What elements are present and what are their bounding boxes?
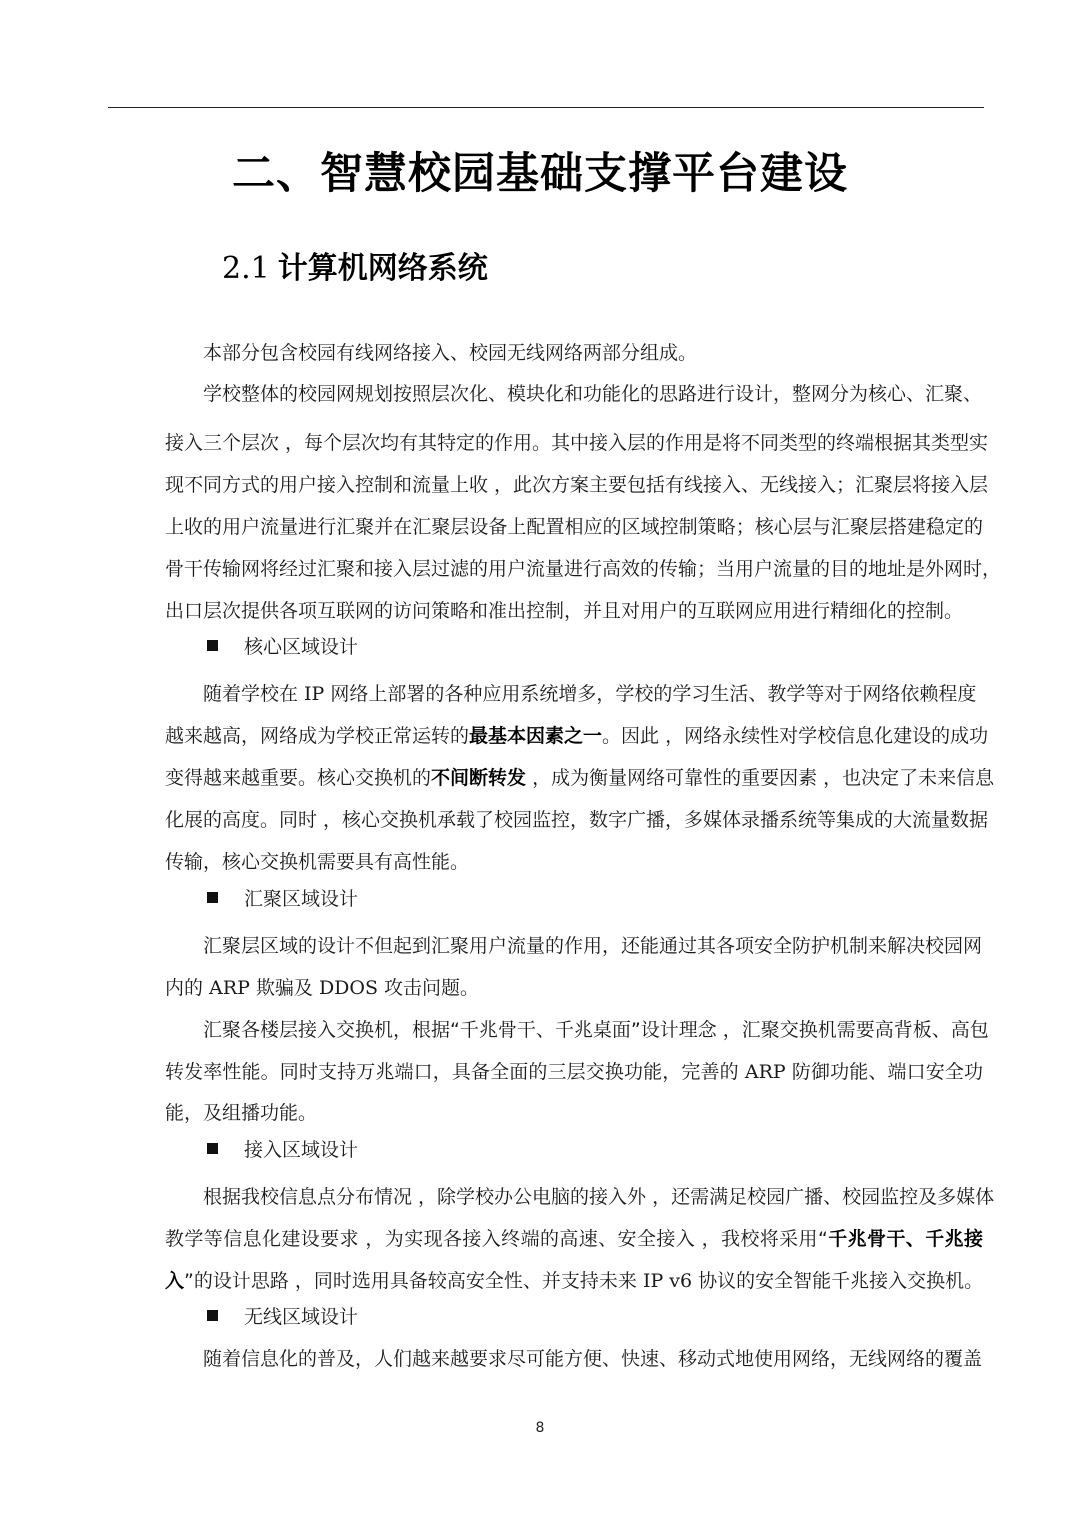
access-paragraph-line: 入”的设计思路 ，同时选用具备较高安全性、并支持未来 IP v6 协议的安全智能千兆接入交换机。 <box>165 1270 984 1292</box>
access-section-heading: 接入区域设计 <box>207 1141 358 1160</box>
core-paragraph-line: 越来越高，网络成为学校正常运转的最基本因素之一。因此 ，网络永续性对学校信息化建设的成功 <box>165 725 989 747</box>
intro-paragraph-2-line: 接入三个层次 ，每个层次均有其特定的作用。其中接入层的作用是将不同类型的终端根据其类型实 <box>165 432 989 454</box>
intro-paragraph-1: 本部分包含校园有线网络接入、校园无线网络两部分组成。 <box>203 342 698 364</box>
intro-paragraph-2-line: 学校整体的校园网规划按照层次化、模块化和功能化的思路进行设计，整网分为核心、汇聚、 <box>203 383 983 405</box>
core-paragraph-line: 变得越来越重要。核心交换机的不间断转发 ，成为衡量网络可靠性的重要因素 ，也决定了未来信息 <box>165 767 995 789</box>
bullet-square-icon <box>207 892 218 903</box>
section-heading <box>222 243 488 287</box>
aggregation-paragraph-line: 汇聚层区域的设计不但起到汇聚用户流量的作用，还能通过其各项安全防护机制来解决校园网 <box>203 935 983 957</box>
aggregation-paragraph-line: 转发率性能。同时支持万兆端口，具备全面的三层交换功能，完善的 ARP 防御功能、端口安全功 <box>165 1061 984 1083</box>
wireless-paragraph-line: 随着信息化的普及，人们越来越要求尽可能方便、快速、移动式地使用网络，无线网络的覆盖 <box>203 1348 983 1370</box>
access-paragraph-line: 教学等信息化建设要求 ，为实现各接入终端的高速、安全接入 ，我校将采用“千兆骨干、千兆接 <box>165 1228 983 1250</box>
core-paragraph-line: 化展的高度。同时 ，核心交换机承载了校园监控，数字广播，多媒体录播系统等集成的大流量数据 <box>165 809 989 831</box>
section-number: 2.1 <box>222 251 270 286</box>
header-rule <box>108 107 984 108</box>
aggregation-section-heading: 汇聚区域设计 <box>207 890 358 909</box>
intro-paragraph-2-line: 上收的用户流量进行汇聚并在汇聚层设备上配置相应的区域控制策略；核心层与汇聚层搭建稳定的 <box>165 516 983 538</box>
bullet-square-icon <box>207 1310 218 1321</box>
section-title: 计算机网络系统 <box>277 251 488 286</box>
core-section-heading: 核心区域设计 <box>207 638 358 657</box>
page-number: 8 <box>535 1420 545 1436</box>
emphasis-text: 最基本因素之一 <box>469 725 603 747</box>
bullet-square-icon <box>207 1143 218 1154</box>
bullet-square-icon <box>207 640 218 651</box>
intro-paragraph-2-line: 出口层次提供各项互联网的访问策略和准出控制，并且对用户的互联网应用进行精细化的控制。 <box>165 600 964 622</box>
emphasis-text: 千兆骨干、千兆接 <box>827 1228 983 1250</box>
wireless-section-heading: 无线区域设计 <box>207 1308 358 1327</box>
access-paragraph-line: 根据我校信息点分布情况 ，除学校办公电脑的接入外 ，还需满足校园广播、校园监控及多媒体 <box>203 1186 995 1208</box>
aggregation-paragraph-line: 能，及组播功能。 <box>165 1102 318 1124</box>
emphasis-text: 入 <box>165 1270 185 1292</box>
emphasis-text: 不间断转发 <box>431 767 527 789</box>
core-paragraph-line: 传输，核心交换机需要具有高性能。 <box>165 851 470 873</box>
intro-paragraph-2-line: 现不同方式的用户接入控制和流量上收 ，此次方案主要包括有线接入、无线接入；汇聚层将接入层 <box>165 474 989 496</box>
aggregation-paragraph-line: 内的 ARP 欺骗及 DDOS 攻击问题。 <box>165 977 480 999</box>
chapter-title: 二、智慧校园基础支撑平台建设 <box>232 149 848 199</box>
aggregation-paragraph-line: 汇聚各楼层接入交换机，根据“千兆骨干、千兆桌面”设计理念 ，汇聚交换机需要高背板、高包 <box>203 1019 989 1041</box>
intro-paragraph-2-line: 骨干传输网将经过汇聚和接入层过滤的用户流量进行高效的传输；当用户流量的目的地址是外网时， <box>165 558 1002 580</box>
core-paragraph-line: 随着学校在 IP 网络上部署的各种应用系统增多，学校的学习生活、教学等对于网络依赖程度 <box>203 683 977 705</box>
